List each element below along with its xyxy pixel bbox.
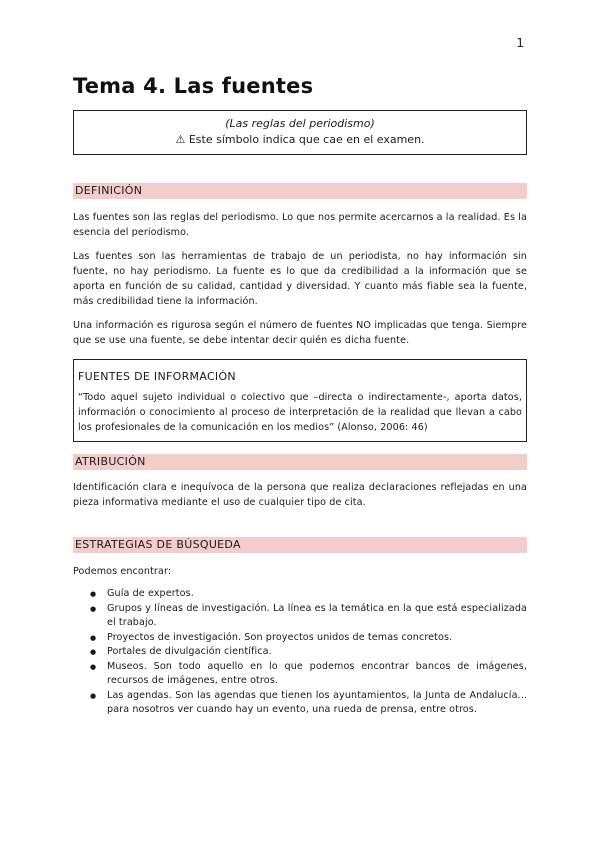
section-heading-estrategias: ESTRATEGIAS DE BÚSQUEDA [73, 537, 527, 553]
list-item: ● Proyectos de investigación. Son proyectos unidos de temas concretos. [91, 631, 527, 646]
estrategias-list [73, 587, 527, 718]
definicion-paragraph-3: Una información es rigurosa según el número de fuentes NO implicadas que tenga. Siempre que se use una fuente, se debe intentar decir quién es dicha fuente. [73, 320, 527, 346]
atribucion-paragraph: Identificación clara e inequívoca de la persona que realiza declaraciones reflejadas en una pieza informativa mediante el uso de cualquier tipo de cita. [73, 482, 527, 508]
definicion-paragraph-1: Las fuentes son las reglas del periodismo. Lo que nos permite acercarnos a la realidad. Es la esencia del periodismo. [73, 212, 527, 238]
section-heading-atribucion: ATRIBUCIÓN [73, 454, 527, 470]
intro-box [73, 110, 527, 155]
section-heading-definicion: DEFINICIÓN [73, 183, 527, 199]
page-number: 1 [516, 36, 524, 50]
page-title: Tema 4. Las fuentes [73, 74, 314, 98]
fuentes-box-title: FUENTES DE INFORMACIÓN [78, 370, 236, 383]
definicion-paragraph-2: Las fuentes son las herramientas de trabajo de un periodista, no hay información sin fuente, no hay periodismo. La fuente es lo que da credibilidad a la información que se aporta en función de su calidad, cantidad y diversidad. Y cuanto más fiable sea la fuente, más credibilidad tiene la información. [73, 251, 527, 307]
list-item: ● Grupos y líneas de investigación. La línea es la temática en la que está especializada el trabajo. [91, 602, 527, 631]
list-item: ● Portales de divulgación científica. [91, 645, 527, 660]
fuentes-quote: “Todo aquel sujeto individual o colectivo que –directa o indirectamente-, aporta datos, información o conocimiento al proceso de interpretación de la realidad que llevan a cabo los profesionales de la comunicación en los medios” (Alonso, 2006: 46) [78, 392, 522, 433]
warning-text: Este símbolo indica que cae en el examen. [188, 133, 425, 146]
intro-warning-line [82, 132, 518, 148]
estrategias-lead: Podemos encontrar: [73, 566, 172, 577]
fuentes-info-box [73, 359, 527, 442]
intro-subtitle: (Las reglas del periodismo) [225, 117, 375, 130]
warning-icon: ⚠ [175, 133, 186, 146]
list-item: ● Museos. Son todo aquello en lo que podemos encontrar bancos de imágenes, recursos de imágenes, entre otros. [91, 660, 527, 689]
list-item: ● Guía de expertos. [91, 587, 527, 602]
document-body [73, 74, 527, 718]
list-item: ● Las agendas. Son las agendas que tienen los ayuntamientos, la Junta de Andalucía... para nosotros ver cuando hay un evento, una rueda de prensa, entre otros. [91, 689, 527, 718]
